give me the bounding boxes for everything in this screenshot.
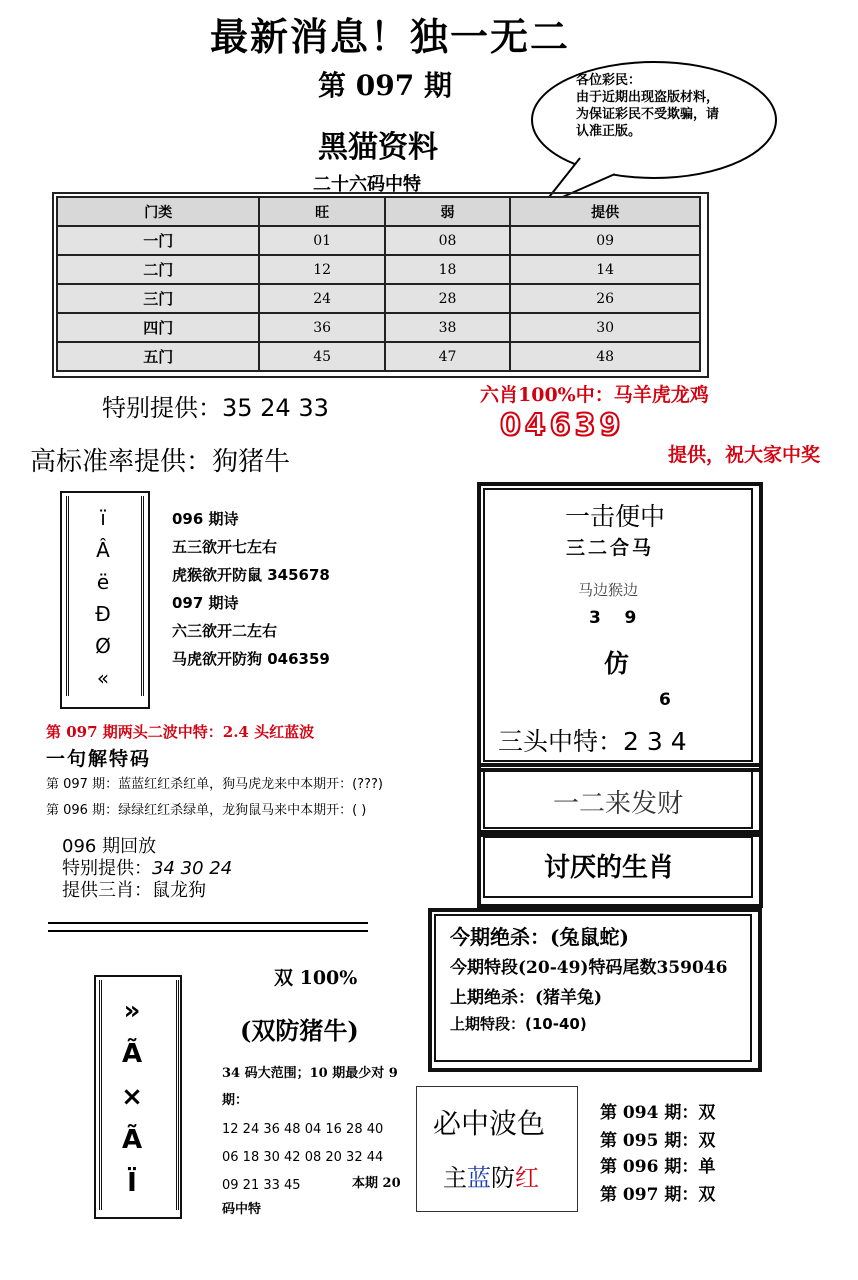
side-glyph-column <box>112 990 152 1205</box>
high-mark-text: 高标准率提供：狗猪牛 <box>30 447 291 477</box>
col-header: 弱 <box>385 197 510 226</box>
col-header: 提供 <box>510 197 700 226</box>
table-cell: 08 <box>385 226 510 255</box>
wave-title: 必中波色 <box>433 1107 546 1140</box>
table-cell: 09 <box>510 226 700 255</box>
poem-glyph-column <box>88 502 118 694</box>
table-row <box>57 313 700 342</box>
wave-blue: 蓝 <box>467 1164 491 1192</box>
period-result: 第 096 期：单 <box>600 1157 716 1177</box>
period-result: 第 094 期：双 <box>600 1103 716 1123</box>
table-cell: 45 <box>259 342 384 371</box>
table-cell: 38 <box>385 313 510 342</box>
table-cell: 30 <box>510 313 700 342</box>
poem-glyph: ë <box>96 570 110 594</box>
review-special-value: 34 30 24 <box>152 858 233 879</box>
poem-line: 马虎欲开防狗 046359 <box>172 650 330 668</box>
table-row <box>57 284 700 313</box>
strike-title: 一击便中 <box>565 502 666 531</box>
subtitle: 黑猫资料 <box>318 130 438 165</box>
double-percent: 双 100% <box>274 967 358 989</box>
wish-text: 提供，祝大家中奖 <box>668 444 821 466</box>
strike-subtitle: 三二合马 <box>566 537 655 559</box>
poem-glyph: Â <box>96 538 110 562</box>
poem-line: 六三欲开二左右 <box>172 622 278 640</box>
riddle-line: 第 097 期：蓝蓝红红杀红单，狗马虎龙来中本期开：(???) <box>46 777 383 792</box>
side-glyph: Ã <box>121 1125 143 1155</box>
table-cell: 12 <box>259 255 384 284</box>
six-xiao-text: 六肖100%中：马羊虎龙鸡 <box>480 384 709 406</box>
hate-text: 讨厌的生肖 <box>544 853 675 883</box>
table-cell: 36 <box>259 313 384 342</box>
this-period: 本期 20 <box>352 1176 401 1191</box>
review-block <box>62 836 232 902</box>
table-caption: 二十六码中特 <box>313 174 421 195</box>
side-glyph: × <box>121 1082 143 1112</box>
kill-line: 今期特段(20-49)特码尾数359046 <box>450 958 728 978</box>
table-cell: 47 <box>385 342 510 371</box>
table-cell: 18 <box>385 255 510 284</box>
range-tail: 码中特 <box>222 1202 262 1217</box>
two-heads-text: 第 097 期两头二波中特：2.4 头红蓝波 <box>46 723 315 741</box>
side-glyph: Ã <box>121 1039 143 1069</box>
table-row <box>57 255 700 284</box>
period-result: 第 095 期：双 <box>600 1131 716 1151</box>
divider <box>48 922 368 932</box>
table-header-row <box>57 197 700 226</box>
table-cell: 24 <box>259 284 384 313</box>
table-cell: 01 <box>259 226 384 255</box>
table-cell: 28 <box>385 284 510 313</box>
range-title: 34 码大范围；10 期最少对 9 期： <box>222 1066 398 1108</box>
poem-glyph: Ø <box>95 634 111 658</box>
wave-subtitle <box>443 1158 539 1193</box>
kill-line: 上期特段：(10-40) <box>450 1015 587 1033</box>
poem-line: 五三欲开七左右 <box>172 538 278 556</box>
poem-glyph: ï <box>100 506 106 530</box>
poem-line: 虎猴欲开防鼠 345678 <box>172 566 330 584</box>
table-cell: 五门 <box>57 342 259 371</box>
wave-main: 主 <box>443 1164 467 1192</box>
big-number: 04639 <box>500 408 625 443</box>
table-cell: 48 <box>510 342 700 371</box>
wave-red: 红 <box>515 1164 539 1192</box>
kill-line: 上期绝杀：(猪羊兔) <box>450 988 603 1008</box>
riddle-line: 第 096 期：绿绿红红杀绿单，龙狗鼠马来中本期开：( ) <box>46 803 367 818</box>
strike-six: 6 <box>659 690 671 710</box>
table-cell: 一门 <box>57 226 259 255</box>
strike-heads: 三头中特：2 3 4 <box>498 727 687 756</box>
review-three-xiao: 提供三肖：鼠龙狗 <box>62 880 206 901</box>
range-line: 12 24 36 48 04 16 28 40 <box>222 1122 384 1137</box>
table-cell: 四门 <box>57 313 259 342</box>
col-header: 门类 <box>57 197 259 226</box>
col-header: 旺 <box>259 197 384 226</box>
main-title: 最新消息！独一无二 <box>210 14 571 59</box>
poem-line: 097 期诗 <box>172 594 239 612</box>
fortune-text: 一二来发财 <box>553 789 684 819</box>
guard-text: (双防猪牛) <box>240 1016 359 1045</box>
poem-line: 096 期诗 <box>172 510 239 528</box>
range-line: 09 21 33 45 <box>222 1178 301 1193</box>
side-glyph: » <box>123 996 141 1026</box>
kill-line: 今期绝杀：(兔鼠蛇) <box>450 925 629 949</box>
side-glyph: Ï <box>127 1168 137 1198</box>
table-cell: 二门 <box>57 255 259 284</box>
table-cell: 26 <box>510 284 700 313</box>
period-result: 第 097 期：双 <box>600 1185 716 1205</box>
strike-char: 仿 <box>604 649 630 678</box>
table-row <box>57 226 700 255</box>
review-special <box>62 858 232 880</box>
poem-glyph: « <box>96 666 110 690</box>
table-cell: 三门 <box>57 284 259 313</box>
bubble-text: 各位彩民： 由于近期出现盗版材料，为保证彩民不受欺骗，请认准正版。 <box>576 73 720 139</box>
special-offer: 特别提供：35 24 33 <box>102 394 329 422</box>
issue-number: 第 097 期 <box>318 69 452 102</box>
strike-numbers: 3 9 <box>589 608 637 628</box>
poem-glyph: Ð <box>95 602 111 626</box>
review-title: 096 期回放 <box>62 836 157 857</box>
review-special-label: 特别提供： <box>62 858 152 879</box>
range-line: 06 18 30 42 08 20 32 44 <box>222 1150 384 1165</box>
gate-table <box>56 196 701 372</box>
one-line-title: 一句解特码 <box>46 748 152 770</box>
strike-hint: 马边猴边 <box>578 581 639 599</box>
table-row <box>57 342 700 371</box>
wave-guard: 防 <box>491 1164 515 1192</box>
table-cell: 14 <box>510 255 700 284</box>
